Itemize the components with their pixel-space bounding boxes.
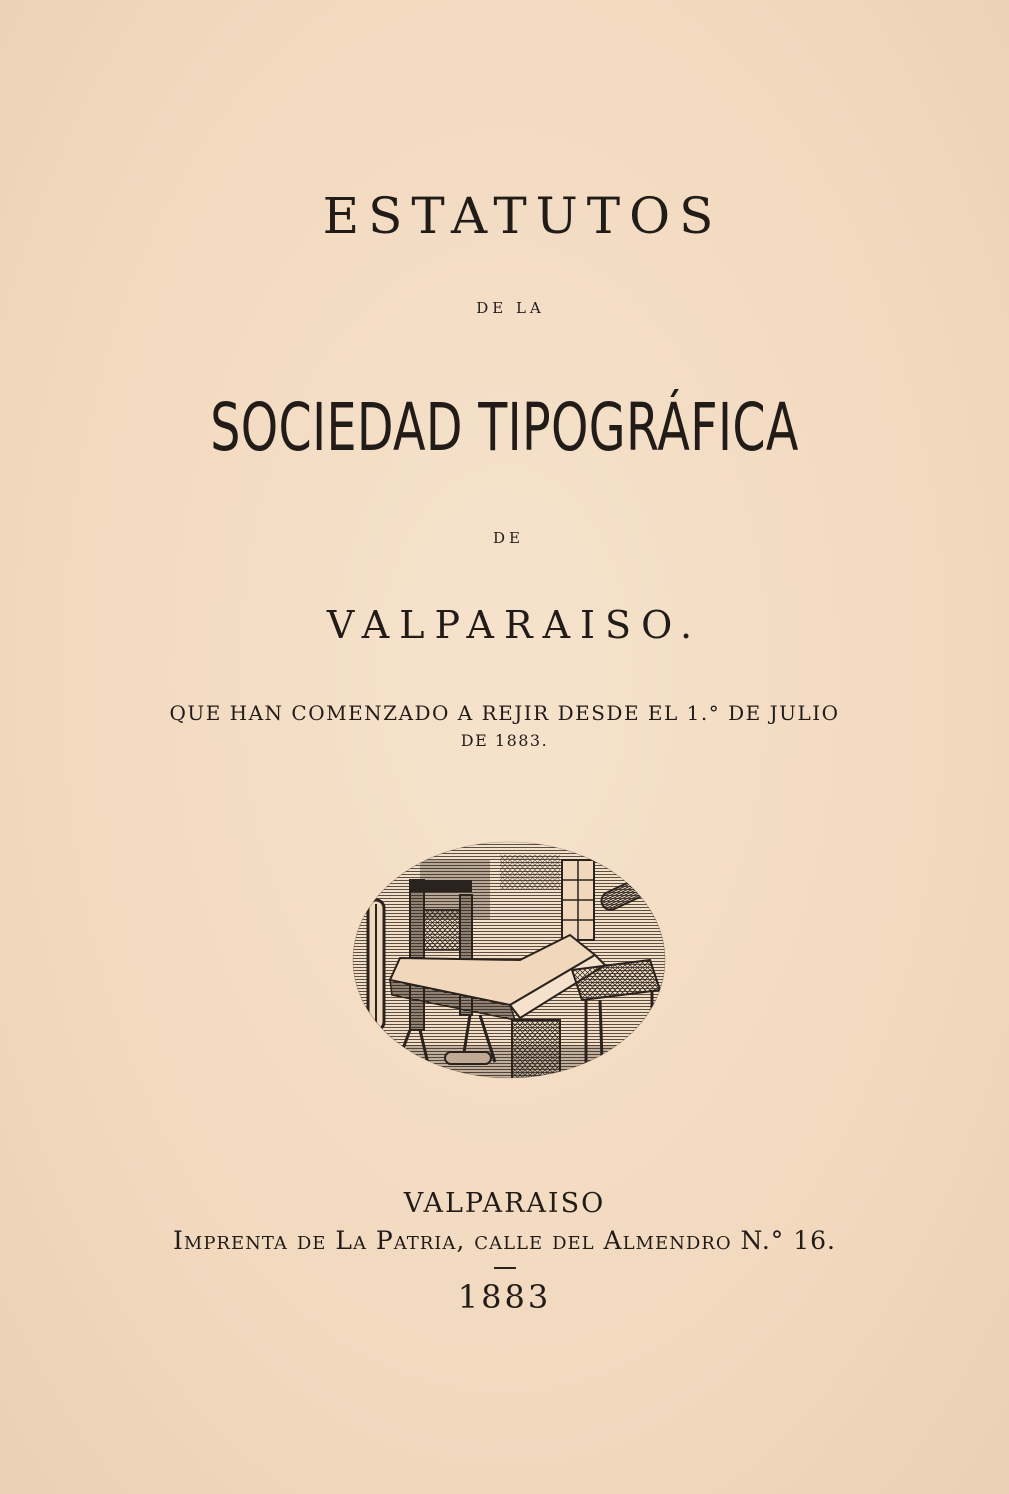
title-de-la: DE LA [476,299,545,317]
title-estatutos: ESTATUTOS [322,187,723,245]
imprint-city: VALPARAISO [403,1188,606,1219]
title-de: DE [493,529,524,547]
title-sociedad-tipografica: SOCIEDAD TIPOGRÁFICA [210,389,799,466]
subtitle-line-1: QUE HAN COMENZADO A REJIR DESDE EL 1.° DE JULIO [169,701,840,725]
imprint-divider [494,1267,516,1269]
imprint-year: 1883 [457,1278,552,1316]
subtitle-line-2: DE 1883. [460,731,549,750]
title-valparaiso: VALPARAISO. [326,603,703,647]
imprint-press: Imprenta de La Patria, calle del Almendro N.° 16. [173,1226,836,1255]
printing-press-engraving-icon [350,840,668,1085]
